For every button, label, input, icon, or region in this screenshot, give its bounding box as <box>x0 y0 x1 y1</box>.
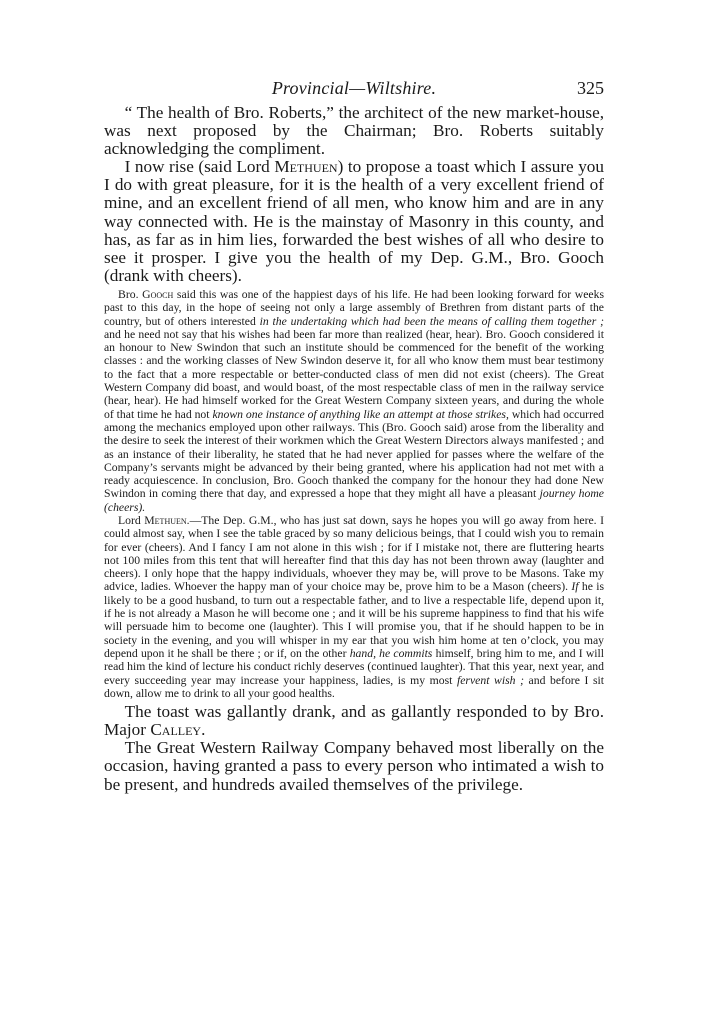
italic-run: fervent wish ; <box>457 673 524 687</box>
text-run: and before I sit down, allow me to drink to all your good healths. <box>104 673 604 700</box>
text-run: which had occurred among the mechanics employed upon other railways. This (Bro. Gooch said) arose from the liberality and the desire to seek the interest of their workmen which the Great Western Directors always manifested ; and as an instance of their liberality, he stated that he had never applied for passes where the welfare of the Company’s servants might be advanced by their being granted, where his application had not met with a ready acquiescence. In conclusion, Bro. Gooch thanked the company for the honour they had done New Swindon in coming there that day, and expressed a hope that they might all have a pleasant <box>104 407 604 501</box>
text-run: Bro. <box>118 287 143 301</box>
speaker-name: Calley <box>150 720 202 740</box>
text-run: said this was one of the happiest days of his life. He had been looking forward for weeks past to this day, in the hope of seeing not only a large assembly of Brethren from distant parts of the country, but of others interested <box>104 287 604 328</box>
speaker-name: Gooch <box>142 287 174 301</box>
text-run: .—The Dep. G.M., who has just sat down, says he hopes you will go away from here. I could almost say, when I see the table graced by so many delicious beings, that I could wish you to remain for ever (cheers). And I fancy I am not alone in this wish ; for if I mistake not, there are fluttering hearts not 100 miles from this tent that will hereafter find that this day has not been thrown away (laughter and cheers). I only hope that the happy individuals, whoever they may be, will prove to be Masons. Take my advice, ladies. Whoever the happy man of your choice may be, prove him to be a Mason (cheers). <box>104 513 604 594</box>
text-run: himself, bring him to me, and I will read him the kind of lecture his conduct richly deserves (continued laughter). That this year, next year, and every succeeding year may increase your happiness, ladies, is my most <box>104 646 605 687</box>
page-header <box>104 78 604 102</box>
italic-run: in the undertaking which had been the means of calling them together ; <box>259 314 604 328</box>
speaker-name: Methuen <box>274 157 338 177</box>
italic-run: If <box>571 580 579 594</box>
paragraph-methuen-toast <box>104 158 604 285</box>
italic-run: hand, he commits <box>349 646 433 660</box>
text-run: and he need not say that his wishes had been far more than realized (hear, hear). Bro. Gooch considered it an honour to New Swindon that such an institute should be commenced for the benefit of the working classes : and the working classes of New Swindon deserve it, for all who know them must bear testimony to the fact that a more respectable or better-conducted class of men did not exist (cheers). The Great Western Company did boast, and would boast, of the most respectable class of men in the railway service (hear, hear). He had himself worked for the Great Western Company sixteen years, and during the whole of that time he had not <box>104 327 604 421</box>
paragraph-railway-passes: The Great Western Railway Company behaved most liberally on the occasion, having granted a pass to every person who intimated a wish to be present, and hundreds availed themselves of the privilege. <box>104 738 604 794</box>
text-run: I now rise (said Lord <box>124 157 275 177</box>
speaker-name: Methuen <box>144 513 187 527</box>
running-title: Provincial—Wiltshire. <box>271 78 437 98</box>
paragraph-toast-response <box>104 703 604 739</box>
text-run: . <box>201 720 206 740</box>
paragraph-roberts-health: “ The health of Bro. Roberts,” the architect of the new market-house, was next proposed by the Chairman; Bro. Roberts suitably acknowledging the compliment. <box>104 103 604 159</box>
italic-run: known one instance of anything like an attempt at those strikes, <box>212 407 509 421</box>
text-run: The toast was gallantly drank, and as gallantly responded to by Bro. Major <box>104 702 604 740</box>
text-run: he is likely to be a good husband, to turn out a respectable father, and to live a respectable life, depend upon it, if he is not already a Mason he will become one ; and it will be his supreme happiness to find that his wife will persuade him to become one (laughter). This I will promise you, that if he should happen to be in society in the evening, and you will whisper in my ear that you wish him home at ten o’clock, you may depend upon it he shall be there ; or if, on the other <box>104 580 605 660</box>
paragraph-gooch-reply <box>104 288 604 514</box>
italic-run: journey home (cheers). <box>104 487 604 514</box>
page-number: 325 <box>577 78 604 98</box>
paragraph-methuen-ladies <box>104 514 604 700</box>
text-run: ) to propose a toast which I assure you I do with great pleasure, for it is the health of a very excellent friend of mine, and an excellent friend of all men, who know him and are in any way connected with. He is the mainstay of Masonry in this county, and has, as far as in him lies, forwarded the best wishes of all who desire to see it prosper. I give you the health of my Dep. G.M., Bro. Gooch (drank with cheers). <box>104 157 604 285</box>
text-run: Lord <box>118 513 145 527</box>
article-body <box>104 104 604 794</box>
